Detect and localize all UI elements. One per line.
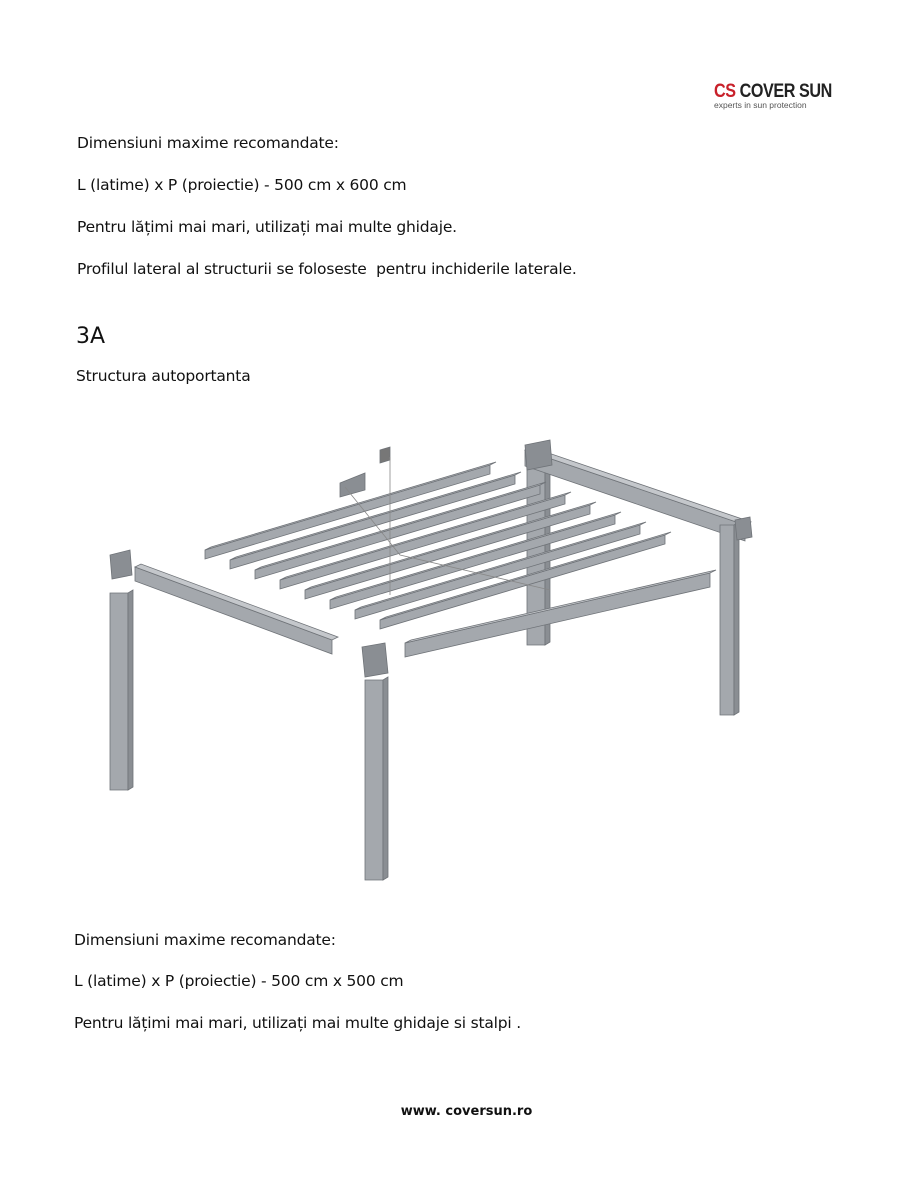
right-front-post-side [734, 522, 739, 715]
right-front-post [720, 525, 734, 715]
left-front-post-side [128, 590, 133, 790]
left-front-post [110, 593, 128, 790]
dimensions-value: L (latime) x P (proiectie) - 500 cm x 600 cm [77, 176, 407, 194]
pergola-structure-illustration [70, 415, 790, 890]
dimensions-heading-2: Dimensiuni maxime recomandate: [74, 931, 336, 949]
dimensions-heading: Dimensiuni maxime recomandate: [77, 134, 339, 152]
middle-front-post-side [383, 677, 388, 880]
middle-corner-bracket [362, 643, 388, 677]
middle-front-post [365, 680, 383, 880]
left-corner-bracket [110, 550, 132, 579]
logo-brand: COVER SUN [739, 81, 832, 102]
section-heading-3a: 3A [76, 324, 106, 349]
logo-prefix: CS [714, 81, 736, 102]
motor-bracket [380, 447, 390, 463]
logo-tagline: experts in sun protection [714, 100, 807, 110]
width-note-2: Pentru lățimi mai mari, utilizați mai multe ghidaje si stalpi . [74, 1014, 521, 1032]
motor-unit [340, 473, 365, 497]
back-corner-bracket [525, 440, 552, 470]
side-profile-note: Profilul lateral al structurii se foloseste pentru inchiderile laterale. [77, 260, 577, 278]
footer-website: www. coversun.ro [400, 1104, 533, 1119]
width-note: Pentru lățimi mai mari, utilizați mai multe ghidaje. [77, 218, 457, 236]
dimensions-value-2: L (latime) x P (proiectie) - 500 cm x 500 cm [74, 972, 404, 990]
cover-sun-logo [714, 82, 834, 110]
section-subtitle: Structura autoportanta [76, 367, 251, 385]
right-corner-bracket [735, 517, 752, 540]
